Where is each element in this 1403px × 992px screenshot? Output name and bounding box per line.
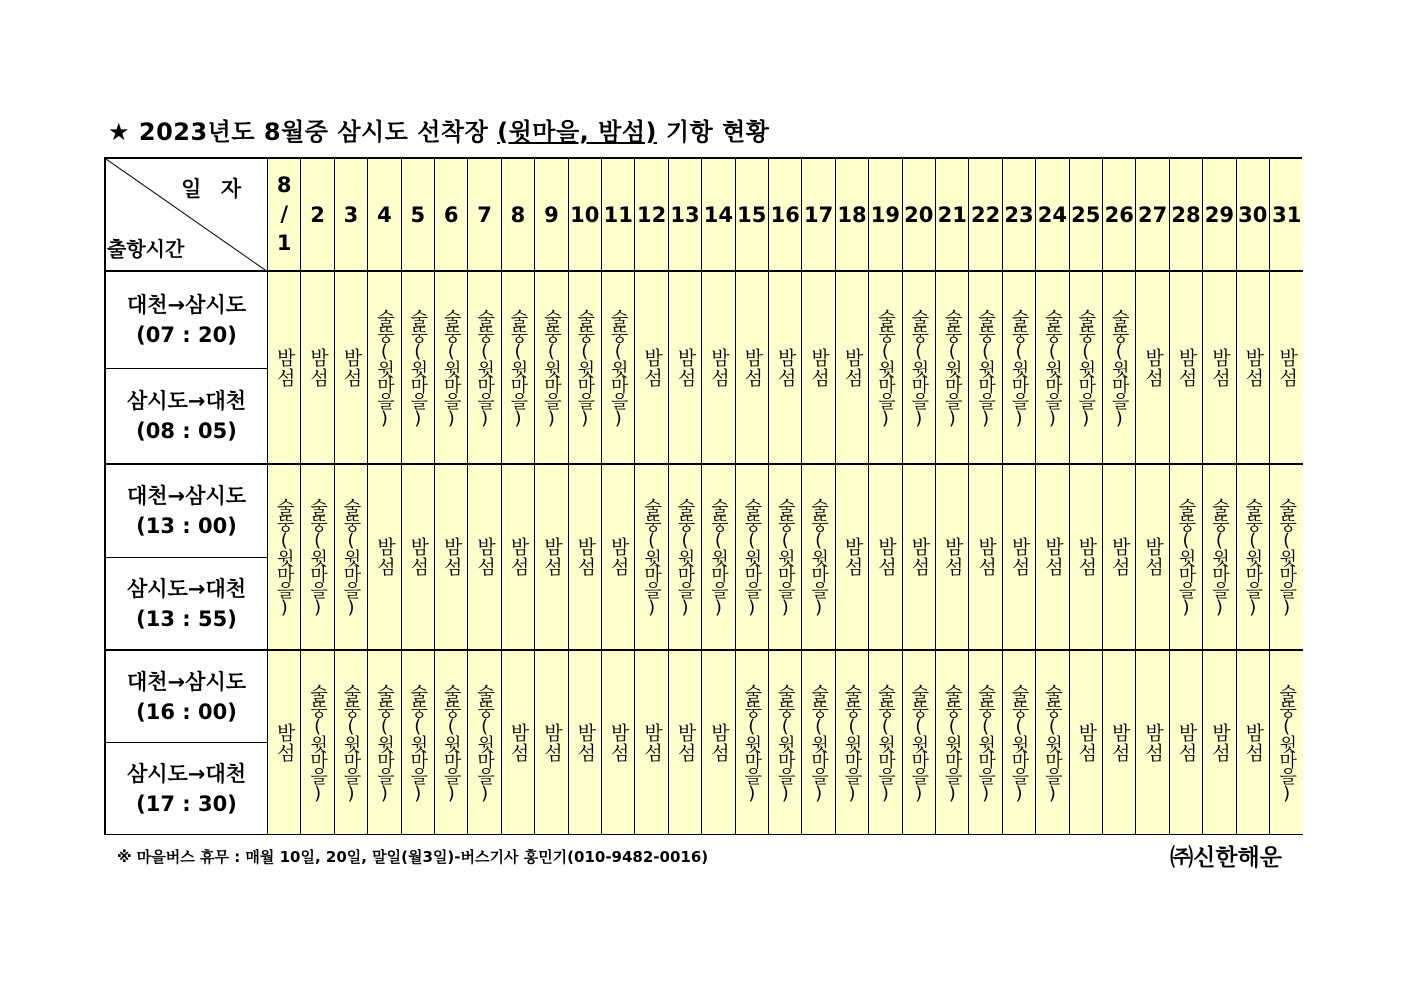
dock-name: 밤섬 [908,537,931,577]
dock-name: 밤섬 [1142,537,1165,577]
date-header-cell [1070,159,1103,272]
dock-bamseom-cell [836,465,869,651]
dock-sultung-cell [468,651,501,835]
dock-name: 술뚱(윗마을) [440,308,462,427]
dock-name: 술뚱(윗마을) [373,683,395,802]
dock-sultung-cell [268,465,301,651]
route-direction: 삼시도→대천 [126,389,247,413]
date-header-label: 23 [1004,202,1034,227]
date-header-cell [702,159,735,272]
date-header-cell [402,159,435,272]
dock-name: 밤섬 [1075,722,1098,763]
dock-sultung-cell [969,272,1002,465]
dock-name: 술뚱(윗마을) [607,308,629,427]
date-header-label: 11 [603,202,633,227]
date-header-label: 13 [670,202,700,227]
date-header-cell [1103,159,1136,272]
route-time: (07 : 20) [136,323,237,347]
dock-name: 술뚱(윗마을) [874,683,896,802]
dock-bamseom-cell [869,465,902,651]
dock-name: 밤섬 [674,722,697,763]
dock-bamseom-cell [736,272,769,465]
dock-bamseom-cell [1103,651,1136,835]
dock-name: 술뚱(윗마을) [1208,498,1230,616]
dock-bamseom-cell [802,272,835,465]
dock-bamseom-cell [1103,465,1136,651]
dock-bamseom-cell [335,272,368,465]
dock-name: 밤섬 [841,537,864,577]
dock-name: 밤섬 [774,347,797,388]
dock-name: 밤섬 [1142,347,1165,388]
dock-name: 밤섬 [507,722,530,763]
dock-bamseom-cell [836,272,869,465]
date-header-label: 9 [544,202,559,227]
route-label [106,369,268,465]
dock-name: 술뚱(윗마을) [774,683,796,802]
dock-sultung-cell [301,651,334,835]
dock-bamseom-cell [1170,272,1203,465]
dock-sultung-cell [1036,272,1069,465]
dock-name: 밤섬 [507,537,530,577]
date-header-label: 15 [737,202,767,227]
dock-name: 술뚱(윗마을) [774,498,796,616]
date-header-label: 2 [310,202,325,227]
dock-sultung-cell [1270,651,1303,835]
date-header-label: 29 [1204,202,1234,227]
dock-bamseom-cell [301,272,334,465]
dock-name: 술뚱(윗마을) [908,683,930,802]
dock-name: 밤섬 [674,347,697,388]
dock-sultung-cell [769,465,802,651]
dock-bamseom-cell [468,465,501,651]
route-time: (17 : 30) [136,791,237,816]
dock-name: 술뚱(윗마을) [340,683,362,802]
dock-sultung-cell [736,465,769,651]
dock-name: 밤섬 [574,537,597,577]
date-header-cell [368,159,401,272]
corner-time-label: 출항시간 [107,237,185,261]
date-header-cell [1270,159,1303,272]
dock-name: 술뚱(윗마을) [1175,498,1197,616]
date-header-cell [936,159,969,272]
dock-name: 밤섬 [841,347,864,388]
dock-name: 밤섬 [1108,722,1131,763]
date-header-cell [869,159,902,272]
dock-name: 술뚱(윗마을) [874,308,896,427]
dock-sultung-cell [736,651,769,835]
dock-bamseom-cell [602,465,635,651]
dock-bamseom-cell [635,651,668,835]
dock-name: 술뚱(윗마을) [307,498,329,616]
dock-name: 밤섬 [941,537,964,577]
date-header-label: 14 [703,202,733,227]
dock-bamseom-cell [936,465,969,651]
dock-bamseom-cell [1170,651,1203,835]
dock-name: 술뚱(윗마을) [474,308,496,427]
dock-bamseom-cell [535,465,568,651]
dock-sultung-cell [301,465,334,651]
dock-bamseom-cell [769,272,802,465]
dock-name: 밤섬 [741,347,764,388]
dock-bamseom-cell [903,465,936,651]
dock-bamseom-cell [569,465,602,651]
dock-name: 밤섬 [407,537,430,577]
dock-name: 술뚱(윗마을) [474,683,496,802]
corner-header [106,159,268,272]
date-header-cell [301,159,334,272]
dock-bamseom-cell [368,465,401,651]
date-header-cell [602,159,635,272]
dock-bamseom-cell [502,465,535,651]
date-header-cell [736,159,769,272]
dock-bamseom-cell [602,651,635,835]
date-header-label: 26 [1104,202,1134,227]
dock-sultung-cell [836,651,869,835]
dock-bamseom-cell [535,651,568,835]
date-header-cell [268,159,301,272]
date-header-cell [468,159,501,272]
dock-name: 술뚱(윗마을) [908,308,930,427]
dock-bamseom-cell [1270,272,1303,465]
dock-name: 술뚱(윗마을) [1041,308,1063,427]
dock-name: 술뚱(윗마을) [1276,498,1298,616]
dock-name: 술뚱(윗마을) [1075,308,1097,427]
dock-name: 술뚱(윗마을) [975,683,997,802]
dock-name: 술뚱(윗마을) [507,308,529,427]
dock-name: 밤섬 [273,347,296,388]
dock-sultung-cell [502,272,535,465]
dock-bamseom-cell [969,465,1002,651]
page-title: ★ 2023년도 8월중 삼시도 선착장 (윗마을, 밤섬) 기항 현황 [108,118,770,146]
dock-bamseom-cell [669,272,702,465]
dock-bamseom-cell [635,272,668,465]
company-name: ㈜신한해운 [1170,845,1282,871]
dock-sultung-cell [402,651,435,835]
dock-sultung-cell [368,651,401,835]
dock-name: 밤섬 [273,722,296,763]
dock-name: 술뚱(윗마을) [340,498,362,616]
date-header-cell [535,159,568,272]
dock-name: 밤섬 [707,722,730,763]
dock-name: 밤섬 [641,722,664,763]
date-header-cell [1136,159,1169,272]
dock-sultung-cell [903,651,936,835]
date-header-cell [669,159,702,272]
date-header-label: 16 [770,202,800,227]
date-header-label: 7 [477,202,492,227]
dock-bamseom-cell [1203,272,1236,465]
dock-name: 밤섬 [340,347,363,388]
dock-bamseom-cell [669,651,702,835]
dock-sultung-cell [435,651,468,835]
dock-sultung-cell [1170,465,1203,651]
dock-sultung-cell [1270,465,1303,651]
dock-name: 술뚱(윗마을) [1008,308,1030,427]
dock-name: 밤섬 [474,537,497,577]
dock-bamseom-cell [268,272,301,465]
dock-sultung-cell [535,272,568,465]
route-label [106,743,268,835]
bus-holiday-note: ※ 마을버스 휴무 : 매월 10일, 20일, 말일(월3일)-버스기사 홍민기(010-9482-0016) [117,848,709,866]
dock-name: 술뚱(윗마을) [808,498,830,616]
dock-sultung-cell [702,465,735,651]
dock-name: 밤섬 [607,722,630,763]
date-header-label: 19 [870,202,900,227]
date-header-label: 3 [343,202,359,227]
date-header-part: / [280,202,289,226]
date-header-label: 17 [803,202,834,227]
dock-name: 술뚱(윗마을) [941,308,963,427]
corner-date-label: 일 자 [181,177,247,201]
dock-bamseom-cell [702,651,735,835]
dock-sultung-cell [1237,465,1270,651]
date-header-label: 10 [570,202,600,227]
route-label [106,465,268,558]
date-header-label: 5 [410,202,426,227]
dock-sultung-cell [769,651,802,835]
date-header-label: 22 [970,202,1001,227]
dock-sultung-cell [335,651,368,835]
dock-name: 밤섬 [373,537,396,577]
dock-name: 술뚱(윗마을) [407,683,429,802]
date-header-cell [969,159,1002,272]
date-header-label: 6 [443,202,459,227]
route-label [106,272,268,369]
dock-sultung-cell [1103,272,1136,465]
dock-name: 술뚱(윗마을) [1276,683,1298,802]
route-time: (08 : 05) [136,419,237,443]
dock-name: 술뚱(윗마을) [1041,683,1063,802]
dock-sultung-cell [802,651,835,835]
dock-bamseom-cell [268,651,301,835]
dock-name: 밤섬 [874,537,897,577]
dock-sultung-cell [435,272,468,465]
dock-name: 밤섬 [808,347,831,388]
dock-bamseom-cell [569,651,602,835]
dock-name: 밤섬 [1108,537,1131,577]
dock-name: 술뚱(윗마을) [941,683,963,802]
dock-name: 술뚱(윗마을) [808,683,830,802]
date-header-cell [1170,159,1203,272]
date-header-cell [435,159,468,272]
date-header-label: 12 [636,202,667,227]
date-header-cell [1203,159,1236,272]
dock-sultung-cell [936,272,969,465]
dock-name: 술뚱(윗마을) [407,308,429,427]
date-header-label: 24 [1037,202,1067,227]
date-header-label: 31 [1272,202,1302,227]
dock-name: 술뚱(윗마을) [373,308,395,427]
dock-name: 밤섬 [1142,722,1165,763]
dock-sultung-cell [936,651,969,835]
dock-name: 밤섬 [975,537,998,577]
dock-name: 밤섬 [307,347,330,388]
date-header-label: 28 [1171,202,1201,227]
dock-name: 밤섬 [540,722,563,763]
dock-name: 술뚱(윗마을) [741,683,763,802]
dock-bamseom-cell [435,465,468,651]
dock-name: 밤섬 [1075,537,1098,577]
route-time: (16 : 00) [136,699,237,724]
route-direction: 대천→삼시도 [126,669,247,694]
route-direction: 대천→삼시도 [126,293,247,317]
route-direction: 삼시도→대천 [126,761,247,786]
dock-sultung-cell [468,272,501,465]
route-direction: 삼시도→대천 [126,576,247,601]
date-header-cell [635,159,668,272]
dock-name: 밤섬 [1175,722,1198,763]
date-header-cell [903,159,936,272]
dock-name: 밤섬 [1175,347,1198,388]
date-header-label: 20 [904,202,934,227]
date-header-cell [1237,159,1270,272]
schedule-table [104,157,1302,835]
dock-name: 밤섬 [1041,537,1064,577]
dock-bamseom-cell [1136,465,1169,651]
dock-bamseom-cell [1070,465,1103,651]
route-label [106,651,268,743]
route-time: (13 : 00) [136,514,237,538]
dock-name: 밤섬 [1242,347,1265,388]
dock-bamseom-cell [702,272,735,465]
dock-name: 술뚱(윗마을) [1008,683,1030,802]
date-header-cell [769,159,802,272]
dock-name: 술뚱(윗마을) [1242,498,1264,616]
dock-sultung-cell [335,465,368,651]
date-header-cell [1003,159,1036,272]
dock-name: 밤섬 [607,537,630,577]
dock-bamseom-cell [1136,651,1169,835]
dock-name: 술뚱(윗마을) [307,683,329,802]
dock-name: 술뚱(윗마을) [641,498,663,616]
dock-name: 밤섬 [440,537,463,577]
route-label [106,558,268,651]
dock-sultung-cell [569,272,602,465]
dock-name: 밤섬 [540,537,563,577]
date-header-cell [802,159,835,272]
dock-name: 술뚱(윗마을) [440,683,462,802]
dock-name: 밤섬 [574,722,597,763]
date-header-cell [502,159,535,272]
dock-sultung-cell [402,272,435,465]
dock-sultung-cell [969,651,1002,835]
dock-name: 술뚱(윗마을) [975,308,997,427]
dock-name: 술뚱(윗마을) [707,498,729,616]
date-header-cell [569,159,602,272]
dock-bamseom-cell [1203,651,1236,835]
dock-name: 술뚱(윗마을) [841,683,863,802]
dock-name: 술뚱(윗마을) [574,308,596,427]
dock-bamseom-cell [1136,272,1169,465]
dock-sultung-cell [1036,651,1069,835]
dock-name: 밤섬 [641,347,664,388]
dock-name: 술뚱(윗마을) [741,498,763,616]
dock-sultung-cell [1003,651,1036,835]
dock-sultung-cell [869,651,902,835]
date-header-label: 27 [1137,202,1168,227]
dock-name: 밤섬 [1242,722,1265,763]
dock-bamseom-cell [1036,465,1069,651]
date-header-label: 8 [510,202,526,227]
dock-bamseom-cell [502,651,535,835]
dock-sultung-cell [669,465,702,651]
dock-name: 밤섬 [1208,347,1231,388]
date-header-label: 30 [1238,202,1268,227]
dock-sultung-cell [635,465,668,651]
date-header-cell [1036,159,1069,272]
date-header-label: 25 [1071,202,1101,227]
dock-name: 술뚱(윗마을) [273,498,295,616]
dock-name: 밤섬 [1276,347,1299,388]
date-header-label: 18 [837,202,867,227]
date-header-cell [335,159,368,272]
dock-bamseom-cell [1237,651,1270,835]
dock-name: 밤섬 [1008,537,1031,577]
dock-name: 술뚱(윗마을) [1108,308,1130,427]
dock-sultung-cell [602,272,635,465]
dock-sultung-cell [802,465,835,651]
date-header-label: 21 [937,202,967,227]
dock-name: 밤섬 [707,347,730,388]
dock-name: 밤섬 [1208,722,1231,763]
dock-bamseom-cell [402,465,435,651]
dock-bamseom-cell [1237,272,1270,465]
dock-sultung-cell [903,272,936,465]
date-header-part: 1 [276,231,292,255]
route-time: (13 : 55) [136,606,237,631]
dock-bamseom-cell [1070,651,1103,835]
dock-name: 술뚱(윗마을) [674,498,696,616]
date-header-cell [836,159,869,272]
dock-sultung-cell [1003,272,1036,465]
dock-sultung-cell [869,272,902,465]
date-header-part: 8 [276,173,292,197]
dock-bamseom-cell [1003,465,1036,651]
dock-sultung-cell [368,272,401,465]
dock-sultung-cell [1070,272,1103,465]
dock-name: 술뚱(윗마을) [540,308,562,427]
dock-sultung-cell [1203,465,1236,651]
date-header-label: 4 [377,202,392,227]
route-direction: 대천→삼시도 [126,484,247,508]
